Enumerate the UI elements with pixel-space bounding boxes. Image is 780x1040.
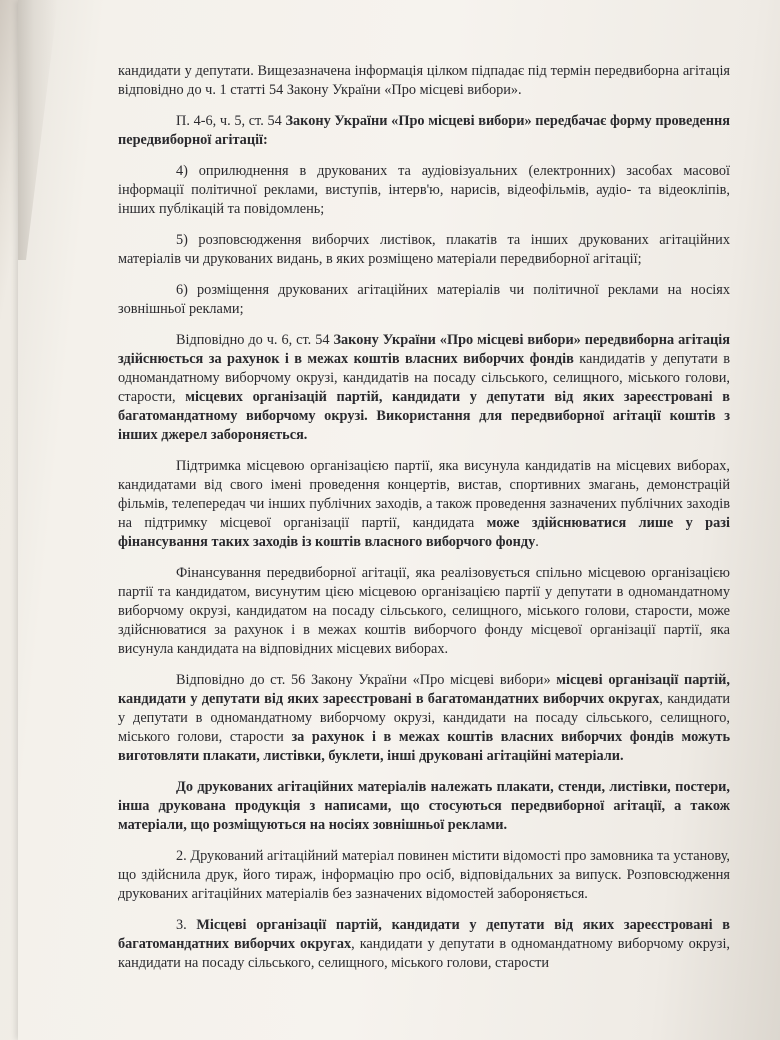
paragraph-3 [118,162,730,219]
text: . [535,534,539,550]
paragraph-7 [118,457,730,552]
page-edge-shadow [18,0,58,260]
document-body [118,62,730,985]
paragraph-12 [118,916,730,973]
paragraph-2 [118,112,730,150]
text: кандидатів у депутати в одномандатному виборчому окрузі, кандидатів на посаду сільського, селищного, міського голови, старости, [118,351,730,405]
bold-text: місцевих організацій партій, кандидати у депутати від яких зареєстровані в багатомандатному виборчому окрузі. Використання для передвиборної агітації коштів з інших джерел забороняється. [118,389,730,443]
bold-text: Місцеві організації партій, кандидати у депутати від яких зареєстровані в багатомандатних виборчих округах [118,917,730,952]
bold-text: Закону України «Про місцеві вибори» передбачає форму проведення передвиборної агітації: [118,113,730,148]
text: 4) оприлюднення в друкованих та аудіовізуальних (електронних) засобах масової інформації політичної реклами, виступів, інтерв'ю, нарисів, відеофільмів, аудіо- та відеокліпів, інших публікацій та повідомлень; [118,163,730,217]
text: 3. [176,917,197,933]
text: , кандидати у депутати в одномандатному виборчому окрузі, кандидати на посаду сільського, селищного, міського голови, старости [118,936,730,971]
bold-text: може здійснюватися лише у разі фінансування таких заходів із коштів власного виборчого фонду [118,515,730,550]
bold-text: До друкованих агітаційних матеріалів належать плакати, стенди, листівки, постери, інша друкована продукція з написами, що стосуються передвиборної агітації, а також матеріали, що розміщуються на носіях зовнішньої реклами. [118,779,730,833]
paragraph-5 [118,281,730,319]
text: Відповідно до ст. 56 Закону України «Про місцеві вибори» [176,672,557,688]
paragraph-1 [118,62,730,100]
paragraph-8 [118,564,730,659]
text: Відповідно до ч. 6, ст. 54 [176,332,334,348]
text: П. 4-6, ч. 5, ст. 54 [176,113,286,129]
text: Фінансування передвиборної агітації, яка реалізовується спільно місцевою організацією партії та кандидатом, висунутим цією місцевою організацією партії у депутати в одномандатному виборчому окрузі, кандидатом на посаду сільського, селищного, міського голови, старости, може здійснюватися за рахунок і в межах коштів виборчого фонду місцевої організації партії, яка висунула кандидата на відповідних місцевих виборах. [118,565,730,657]
text: 2. Друкований агітаційний матеріал повинен містити відомості про замовника та установу, що здійснила друк, його тираж, інформацію про осіб, відповідальних за випуск. Розповсюдження друкованих агітаційних матеріалів без зазначених відомостей забороняється. [118,848,730,902]
bold-text: місцеві організації партій, кандидати у депутати від яких зареєстровані в багатомандатних виборчих округах [118,672,730,707]
paragraph-11 [118,847,730,904]
text: кандидати у депутати. Вищезазначена інформація цілком підпадає під термін передвиборна агітація відповідно до ч. 1 статті 54 Закону України «Про місцеві вибори». [118,63,730,98]
text: , кандидати у депутати в одномандатному виборчому окрузі, кандидати на посаду сільського, селищного, міського голови, старости [118,691,731,745]
bold-text: за рахунок і в межах коштів власних виборчих фондів можуть виготовляти плакати, листівки, буклети, інші друковані агітаційні матеріали. [118,729,730,764]
text: 6) розміщення друкованих агітаційних матеріалів чи політичної реклами на носіях зовнішньої реклами; [118,282,730,317]
text: 5) розповсюдження виборчих листівок, плакатів та інших друкованих агітаційних матеріалів чи друкованих видань, в яких розміщено матеріали передвиборної агітації; [118,232,730,267]
paragraph-9 [118,671,730,766]
text: Підтримка місцевою організацією партії, яка висунула кандидатів на місцевих виборах, кандидатами від свого імені проведення концертів, вистав, спортивних змагань, демонстрацій фільмів, телепередач чи інших публічних заходів, а також проведення зазначених публічних заходів на підтримку місцевої організації партії, кандидата [118,458,730,531]
paragraph-10 [118,778,730,835]
paragraph-4 [118,231,730,269]
bold-text: Закону України «Про місцеві вибори» передвиборна агітація здійснюється за рахунок і в межах коштів власних виборчих фондів [118,332,730,367]
paragraph-6 [118,331,730,445]
